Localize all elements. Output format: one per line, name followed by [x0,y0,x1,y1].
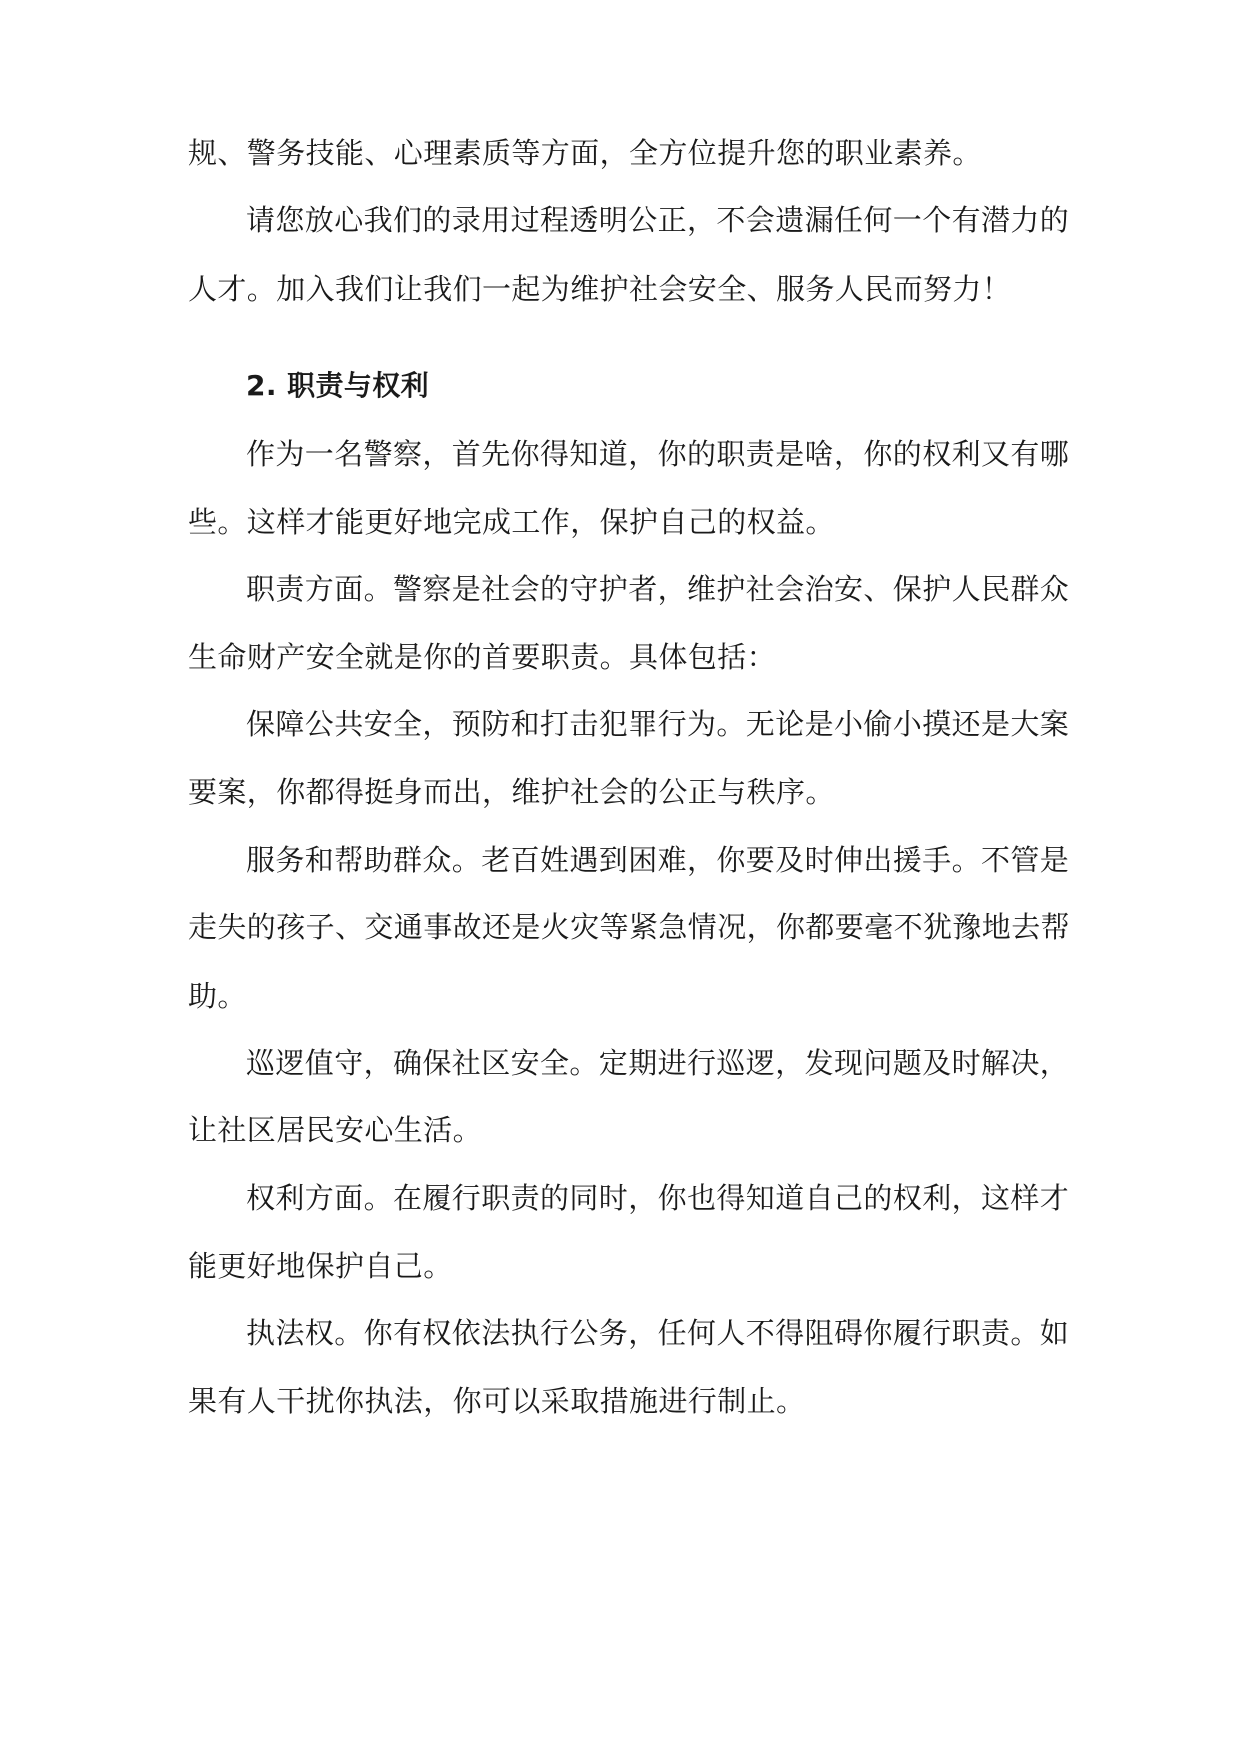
paragraph-line: 权利方面。在履行职责的同时，你也得知道自己的权利，这样才 [246,1181,1070,1215]
paragraph-line: 些。这样才能更好地完成工作，保护自己的权益。 [188,505,835,539]
paragraph-line: 生命财产安全就是你的首要职责。具体包括： [188,640,777,674]
paragraph-line: 果有人干扰你执法，你可以采取措施进行制止。 [188,1384,806,1418]
paragraph-line: 规、警务技能、心理素质等方面，全方位提升您的职业素养。 [188,136,982,170]
paragraph-line: 人才。加入我们让我们一起为维护社会安全、服务人民而努力！ [188,272,1012,306]
paragraph-line: 请您放心我们的录用过程透明公正，不会遗漏任何一个有潜力的 [246,203,1070,237]
paragraph-line: 让社区居民安心生活。 [188,1113,483,1147]
paragraph-line: 职责方面。警察是社会的守护者，维护社会治安、保护人民群众 [246,572,1070,606]
paragraph-line: 助。 [188,979,247,1013]
section-heading: 2. 职责与权利 [246,369,430,402]
paragraph-line: 走失的孩子、交通事故还是火灾等紧急情况，你都要毫不犹豫地去帮 [188,910,1071,944]
paragraph-line: 保障公共安全，预防和打击犯罪行为。无论是小偷小摸还是大案 [246,707,1070,741]
paragraph-line: 巡逻值守，确保社区安全。定期进行巡逻，发现问题及时解决， [246,1046,1070,1080]
paragraph-line: 执法权。你有权依法执行公务，任何人不得阻碍你履行职责。如 [246,1316,1070,1350]
paragraph-line: 服务和帮助群众。老百姓遇到困难，你要及时伸出援手。不管是 [246,843,1070,877]
paragraph-line: 要案，你都得挺身而出，维护社会的公正与秩序。 [188,775,835,809]
paragraph-line: 能更好地保护自己。 [188,1249,453,1283]
paragraph-line: 作为一名警察，首先你得知道，你的职责是啥，你的权利又有哪 [246,437,1070,471]
